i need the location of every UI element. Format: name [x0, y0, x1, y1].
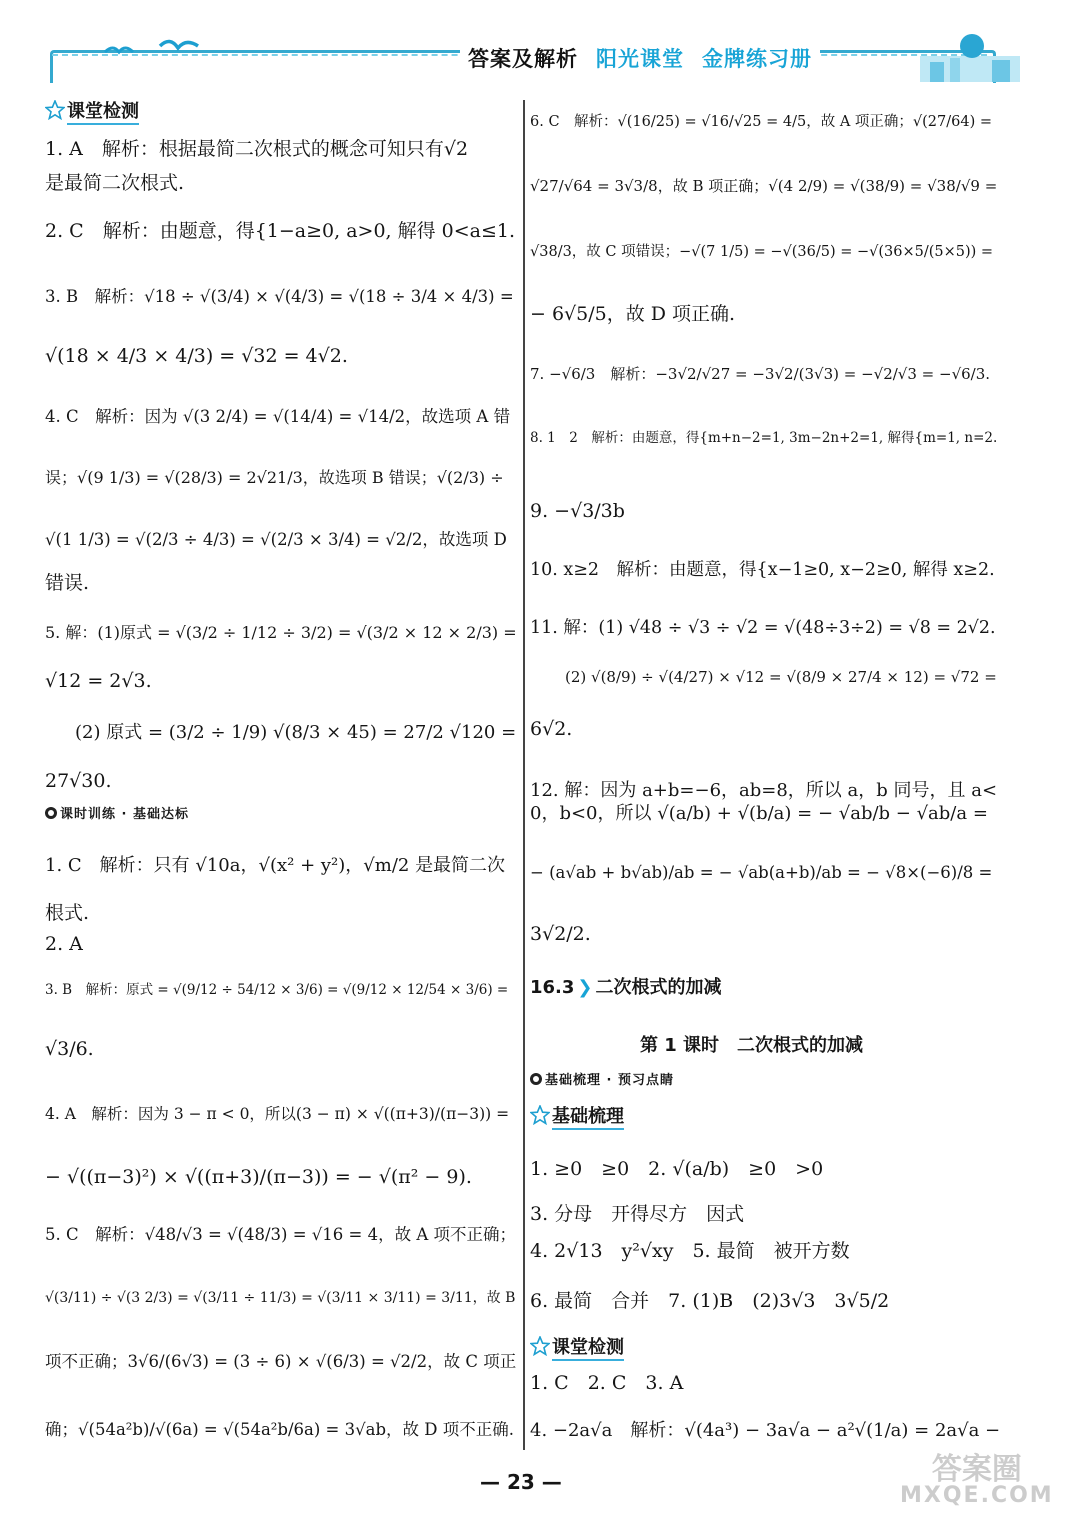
answer-line: 3√2/2.	[530, 923, 591, 945]
header-title-answers: 答案及解析	[468, 47, 578, 71]
answer-line: 6. 最简 合并 7. (1)B (2)3√3 3√5/2	[530, 1290, 890, 1312]
answer-line: 4. −2a√a 解析：√(4a³) − 3a√a − a²√(1/a) = 2a√a −	[530, 1420, 1001, 1441]
answer-line: 6√2.	[530, 718, 573, 740]
star-icon	[45, 100, 65, 120]
answer-line: 5. 解：(1)原式 = √(3/2 ÷ 1/12 ÷ 3/2) = √(3/2 × 12 × 2/3) =	[45, 623, 517, 642]
lesson-heading: 第 1 课时 二次根式的加减	[640, 1035, 864, 1056]
answer-line: 2. C 解析：由题意，得{1−a≥0, a>0, 解得 0<a≤1.	[45, 220, 516, 242]
answer-line: √3/6.	[45, 1038, 94, 1060]
answer-line: √38/3，故 C 项错误；−√(7 1/5) = −√(36/5) = −√(36×5/(5×5)) =	[530, 244, 994, 260]
subsection-heading-text: 课时训练 · 基础达标	[60, 807, 189, 822]
answer-line: 0，b<0，所以 √(a/b) + √(b/a) = − √ab/b − √ab/a =	[530, 803, 988, 824]
answer-line: √27/√64 = 3√3/8，故 B 项正确；√(4 2/9) = √(38/9) = √38/√9 =	[530, 177, 998, 195]
answer-line: √12 = 2√3.	[45, 670, 152, 692]
star-icon	[530, 1105, 550, 1125]
watermark	[900, 1452, 1054, 1508]
answer-line: 误；√(9 1/3) = √(28/3) = 2√21/3，故选项 B 错误；√(2/3) ÷	[45, 468, 504, 487]
answer-line: 是最简二次根式.	[45, 172, 185, 194]
circle-bullet-icon	[45, 807, 57, 819]
header-title-series: 金牌练习册	[702, 47, 812, 71]
answer-line: (2) 原式 = (3/2 ÷ 1/9) √(8/3 × 45) = 27/2 √120 =	[75, 722, 517, 743]
answer-line: 27√30.	[45, 770, 112, 792]
answer-line: 9. −√3/3b	[530, 500, 625, 522]
answer-line: 错误.	[45, 572, 90, 594]
answer-line: √(3/11) ÷ √(3 2/3) = √(3/11 ÷ 11/3) = √(3/11 × 3/11) = 3/11，故 B	[45, 1290, 516, 1306]
answer-line: 5. C 解析：√48/√3 = √(48/3) = √16 = 4，故 A 项不正确；	[45, 1225, 516, 1244]
answer-line: 2. A	[45, 933, 83, 955]
chapter-heading	[530, 977, 722, 1000]
answer-line: 1. C 解析：只有 √10a，√(x² + y²)，√m/2 是最简二次	[45, 855, 506, 876]
watermark-url: MXQE.COM	[900, 1483, 1054, 1508]
birds-icon	[100, 36, 210, 66]
chapter-number: 16.3	[530, 977, 575, 998]
page-number: — 23 —	[480, 1470, 562, 1494]
answer-line: 6. C 解析：√(16/25) = √16/√25 = 4/5，故 A 项正确；√(27/64) =	[530, 114, 993, 130]
section-heading-text: 基础梳理	[552, 1106, 624, 1130]
subsection-heading	[45, 807, 189, 823]
answer-line: 4. 2√13 y²√xy 5. 最简 被开方数	[530, 1240, 850, 1262]
answer-line: 8. 1 2 解析：由题意，得{m+n−2=1, 3m−2n+2=1, 解得{m=1, n=2.	[530, 430, 998, 446]
header-decoration-icon	[900, 28, 1040, 88]
section-heading	[530, 1105, 624, 1129]
answer-line: 11. 解：(1) √48 ÷ √3 ÷ √2 = √(48÷3÷2) = √8 = 2√2.	[530, 618, 996, 638]
chapter-title: 二次根式的加减	[595, 977, 722, 998]
column-divider	[523, 100, 525, 1450]
answer-line: √(1 1/3) = √(2/3 ÷ 4/3) = √(2/3 × 3/4) = √2/2，故选项 D	[45, 530, 507, 549]
answer-line: 1. A 解析：根据最简二次根式的概念可知只有√2	[45, 138, 469, 160]
answer-line: 1. ≥0 ≥0 2. √(a/b) ≥0 >0	[530, 1158, 824, 1180]
subsection-heading-text: 基础梳理 · 预习点睛	[545, 1073, 674, 1088]
answer-line: 3. 分母 开得尽方 因式	[530, 1203, 745, 1225]
section-heading-text: 课堂检测	[67, 101, 139, 125]
star-icon	[530, 1336, 550, 1356]
answer-line: (2) √(8/9) ÷ √(4/27) × √12 = √(8/9 × 27/4 × 12) = √72 =	[565, 668, 997, 686]
section-heading-text: 课堂检测	[552, 1337, 624, 1361]
chevron-right-icon: ❯	[577, 977, 593, 998]
answer-line: − (a√ab + b√ab)/ab = − √ab(a+b)/ab = − √8×(−6)/8 =	[530, 863, 993, 882]
answer-line: 10. x≥2 解析：由题意，得{x−1≥0, x−2≥0, 解得 x≥2.	[530, 560, 995, 580]
answer-line: 4. C 解析：因为 √(3 2/4) = √(14/4) = √14/2，故选项 A 错	[45, 407, 511, 426]
circle-bullet-icon	[530, 1073, 542, 1085]
answer-line: 4. A 解析：因为 3 − π < 0，所以(3 − π) × √((π+3)/(π−3)) =	[45, 1105, 510, 1123]
page-header	[50, 40, 1000, 84]
section-heading	[530, 1336, 624, 1360]
answer-line: − √((π−3)²) × √((π+3)/(π−3)) = − √(π² − 9).	[45, 1166, 472, 1188]
answer-line: √(18 × 4/3 × 4/3) = √32 = 4√2.	[45, 345, 348, 367]
answer-line: 3. B 解析：原式 = √(9/12 ÷ 54/12 × 3/6) = √(9/12 × 12/54 × 3/6) =	[45, 982, 509, 998]
answer-line: 1. C 2. C 3. A	[530, 1372, 684, 1394]
answer-line: − 6√5/5，故 D 项正确.	[530, 303, 736, 325]
section-heading	[45, 100, 139, 124]
answer-line: 根式.	[45, 902, 90, 924]
subsection-heading	[530, 1073, 674, 1089]
answer-line: 7. −√6/3 解析：−3√2/√27 = −3√2/(3√3) = −√2/√3 = −√6/3.	[530, 365, 991, 383]
answer-line: 确；√(54a²b)/√(6a) = √(54a²b/6a) = 3√ab，故 D 项不正确.	[45, 1420, 514, 1439]
answer-line: 12. 解：因为 a+b=−6，ab=8，所以 a，b 同号，且 a<	[530, 780, 998, 801]
answer-line: 项不正确；3√6/(6√3) = (3 ÷ 6) × √(6/3) = √2/2，故 C 项正	[45, 1352, 517, 1371]
watermark-logo: 答案圈	[931, 1452, 1022, 1487]
answer-line: 3. B 解析：√18 ÷ √(3/4) × √(4/3) = √(18 ÷ 3/4 × 4/3) =	[45, 287, 514, 306]
header-title-brand: 阳光课堂	[596, 47, 684, 71]
header-title	[460, 43, 820, 73]
